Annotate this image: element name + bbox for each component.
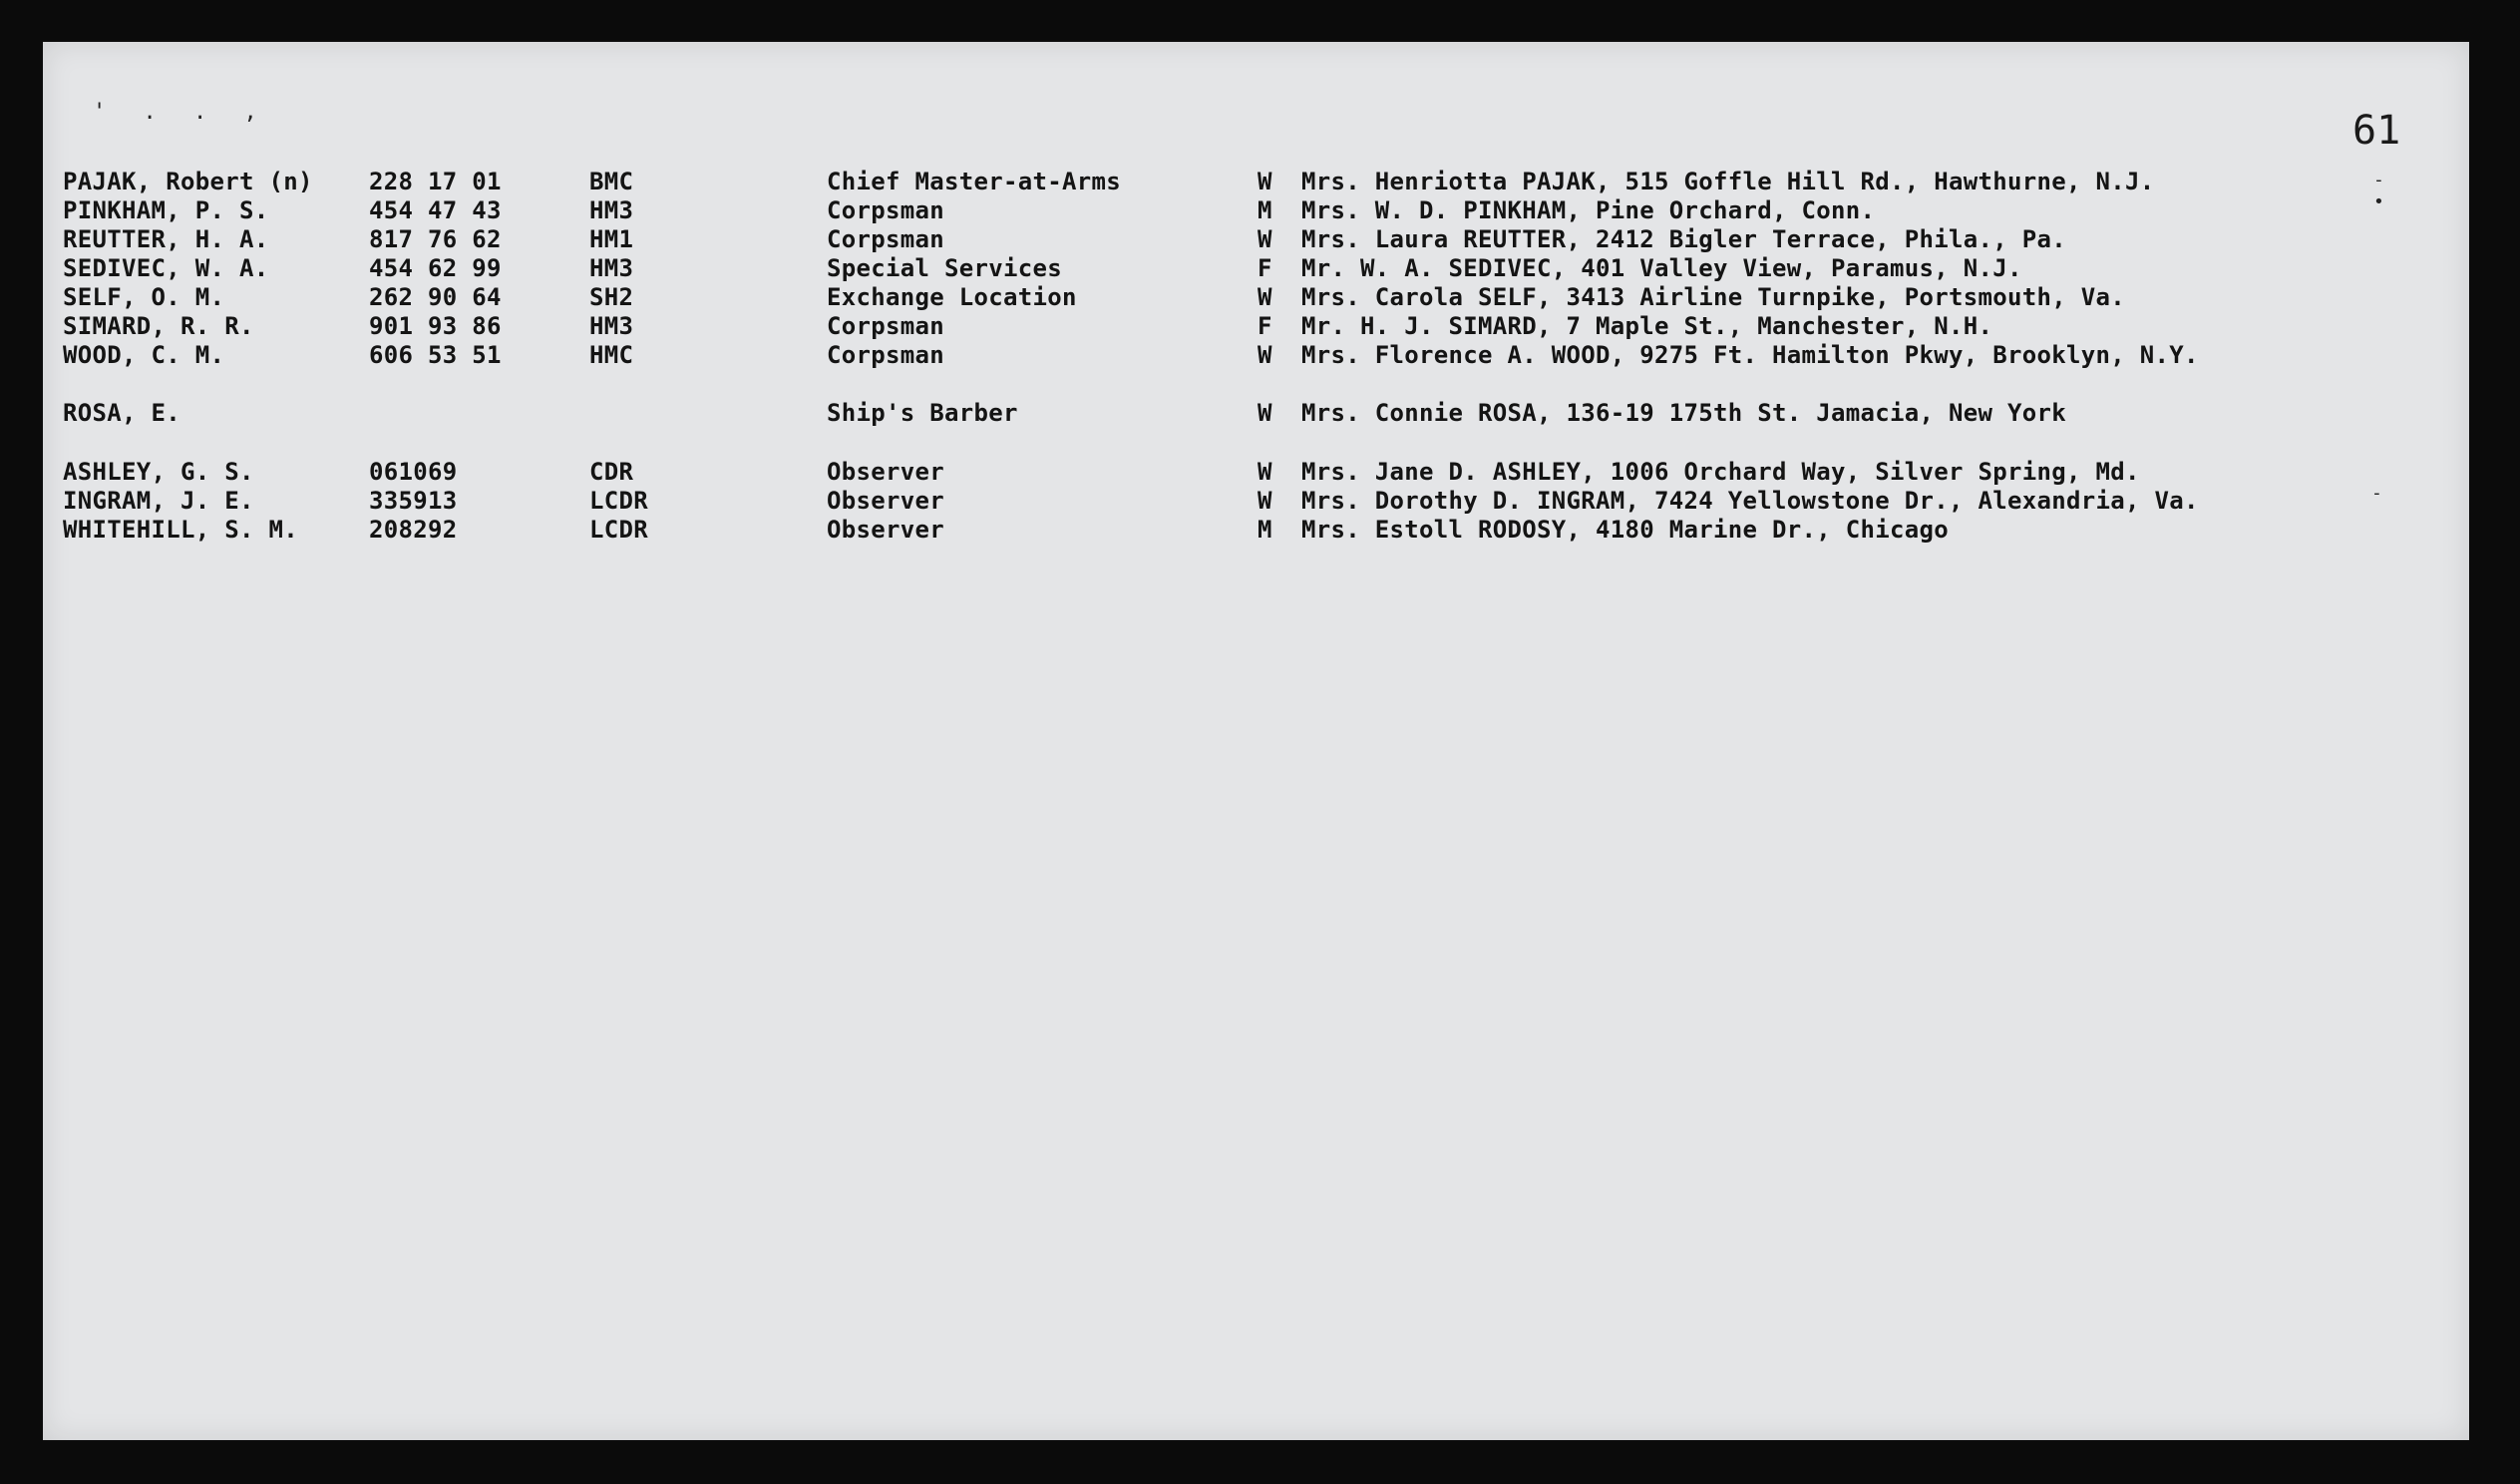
crew-name: SELF, O. M. [63,283,225,311]
duty: Corpsman [827,196,944,224]
record-row [43,254,2469,284]
duty: Ship's Barber [827,399,1018,427]
margin-mark: • [2373,191,2384,212]
rate: CDR [589,458,634,486]
document-page [43,42,2469,1440]
record-row [43,168,2469,197]
rate: LCDR [589,487,648,515]
crew-name: PAJAK, Robert (n) [63,168,313,195]
crew-name: ROSA, E. [63,399,180,427]
next-of-kin: Mrs. Connie ROSA, 136-19 175th St. Jamacia, New York [1301,399,2066,427]
next-of-kin: Mrs. Carola SELF, 3413 Airline Turnpike, Portsmouth, Va. [1301,283,2125,311]
record-row [43,283,2469,313]
next-of-kin: Mrs. Laura REUTTER, 2412 Bigler Terrace, Phila., Pa. [1301,225,2066,253]
crew-name: WHITEHILL, S. M. [63,516,298,544]
relation-code: F [1258,312,1272,340]
next-of-kin: Mrs. Florence A. WOOD, 9275 Ft. Hamilton Pkwy, Brooklyn, N.Y. [1301,341,2199,369]
record-row [43,196,2469,226]
duty: Special Services [827,254,1062,282]
service-number: 454 62 99 [369,254,502,282]
record-row [43,225,2469,255]
service-number: 262 90 64 [369,283,502,311]
crew-name: REUTTER, H. A. [63,225,269,253]
service-number: 208292 [369,516,458,544]
crew-name: SIMARD, R. R. [63,312,254,340]
record-row [43,516,2469,546]
crew-name: INGRAM, J. E. [63,487,254,515]
record-row [43,399,2469,429]
rate: BMC [589,168,634,195]
rate: HMC [589,341,634,369]
rate: HM1 [589,225,634,253]
relation-code: F [1258,254,1272,282]
crew-name: ASHLEY, G. S. [63,458,254,486]
next-of-kin: Mrs. Dorothy D. INGRAM, 7424 Yellowstone Dr., Alexandria, Va. [1301,487,2199,515]
service-number: 817 76 62 [369,225,502,253]
rate: HM3 [589,196,634,224]
relation-code: W [1258,168,1272,195]
duty: Observer [827,487,944,515]
record-row [43,487,2469,517]
rate: HM3 [589,312,634,340]
next-of-kin: Mrs. Jane D. ASHLEY, 1006 Orchard Way, Silver Spring, Md. [1301,458,2140,486]
record-row [43,312,2469,342]
duty: Observer [827,458,944,486]
duty: Corpsman [827,341,944,369]
top-marks: ' . . , [93,100,269,125]
duty: Observer [827,516,944,544]
page-number: 61 [2352,108,2401,154]
service-number: 901 93 86 [369,312,502,340]
service-number: 454 47 43 [369,196,502,224]
margin-mark: - [2373,170,2384,190]
next-of-kin: Mr. H. J. SIMARD, 7 Maple St., Manchester, N.H. [1301,312,1993,340]
crew-name: PINKHAM, P. S. [63,196,269,224]
relation-code: M [1258,516,1272,544]
service-number: 335913 [369,487,458,515]
relation-code: W [1258,487,1272,515]
relation-code: W [1258,399,1272,427]
relation-code: W [1258,341,1272,369]
margin-mark: - [2371,483,2382,504]
service-number: 061069 [369,458,458,486]
relation-code: M [1258,196,1272,224]
service-number: 228 17 01 [369,168,502,195]
rate: HM3 [589,254,634,282]
rate: SH2 [589,283,634,311]
relation-code: W [1258,225,1272,253]
crew-name: SEDIVEC, W. A. [63,254,269,282]
next-of-kin: Mr. W. A. SEDIVEC, 401 Valley View, Paramus, N.J. [1301,254,2022,282]
next-of-kin: Mrs. Estoll RODOSY, 4180 Marine Dr., Chicago [1301,516,1949,544]
duty: Exchange Location [827,283,1077,311]
record-row [43,458,2469,488]
duty: Chief Master-at-Arms [827,168,1121,195]
next-of-kin: Mrs. W. D. PINKHAM, Pine Orchard, Conn. [1301,196,1876,224]
crew-name: WOOD, C. M. [63,341,225,369]
rate: LCDR [589,516,648,544]
next-of-kin: Mrs. Henriotta PAJAK, 515 Goffle Hill Rd., Hawthurne, N.J. [1301,168,2155,195]
record-row [43,341,2469,371]
service-number: 606 53 51 [369,341,502,369]
duty: Corpsman [827,312,944,340]
duty: Corpsman [827,225,944,253]
relation-code: W [1258,458,1272,486]
relation-code: W [1258,283,1272,311]
